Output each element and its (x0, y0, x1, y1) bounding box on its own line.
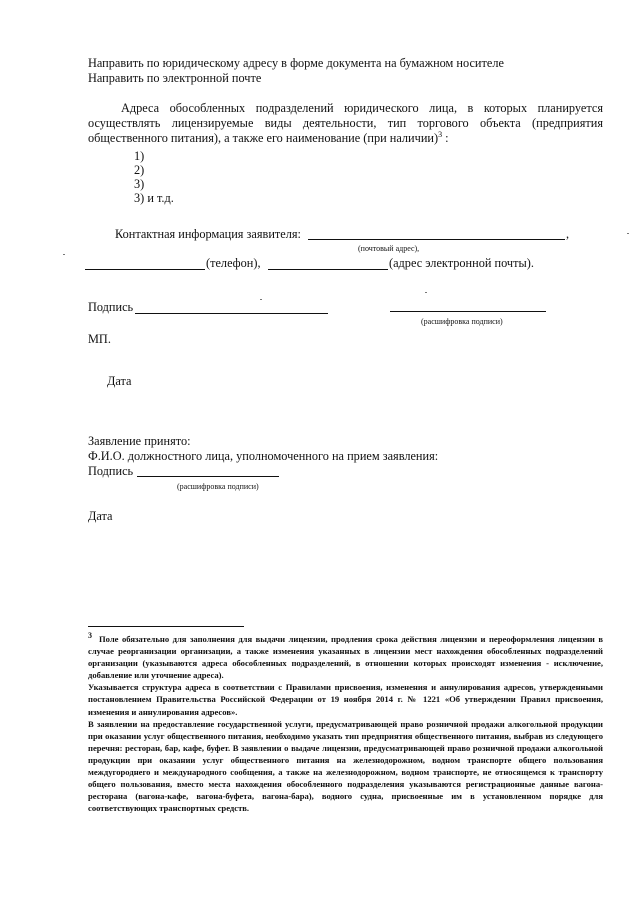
postal-address-caption: (почтовый адрес), (358, 244, 420, 253)
footnote-block (88, 633, 603, 814)
footnote-paragraph-3: В заявлении на предоставление государственной услуги, предусматривающей право розничной продажи алкогольной продукции при оказании услуг общественного питания, необходимо указать тип предприятия общественного питания, выбрав из следующего перечня: ресторан, бар, кафе, буфет. В заявлении о выдаче лицензии, предусматривающей право розничной продажи алкогольной продукции при оказании услуг общественного питания на железнодорожном, водном транспорте общего пользования междугороднего и международного сообщения, а также на железнодорожном, водном транспорте, не относящемся к транспорту общего пользования, вместо места нахождения обособленного подразделения указываются регистрационные данные вагона-ресторана (вагона-кафе, вагона-буфета, вагона-бара), водного судна, присвоенные им в установленном порядке для соответствующих транспортных средств. (88, 718, 603, 814)
postal-address-field[interactable] (308, 239, 565, 240)
signature-decode-caption: (расшифровка подписи) (421, 317, 503, 326)
contact-trailing-comma: , (566, 227, 570, 241)
signature-field[interactable] (135, 313, 328, 314)
branch-item-etc: 3) и т.д. (134, 191, 174, 205)
footnote-reference: 3 (438, 129, 443, 139)
branches-text-line-1: Адреса обособленных подразделений юридического лица, в которых планируется (121, 101, 603, 115)
acceptance-received: Заявление принято: (88, 434, 191, 448)
scan-speck (63, 254, 65, 255)
email-field[interactable] (268, 269, 388, 270)
footnote-paragraph-1 (88, 633, 603, 681)
branches-text-line-2: осуществлять лицензируемые виды деятельности, тип торгового объекта (предприятия (88, 116, 603, 130)
date-label: Дата (107, 374, 132, 388)
acceptance-official: Ф.И.О. должностного лица, уполномоченного на прием заявления: (88, 449, 439, 463)
delivery-option-paper: Направить по юридическому адресу в форме документа на бумажном носителе (88, 56, 504, 70)
contact-label: Контактная информация заявителя: (115, 227, 301, 241)
signature-decode-field[interactable] (390, 311, 546, 312)
stamp-label: МП. (88, 332, 111, 346)
acceptance-sign-label: Подпись (88, 464, 134, 478)
branch-item-2: 2) (134, 163, 145, 177)
branch-item-1: 1) (134, 149, 145, 163)
branch-item-3: 3) (134, 177, 145, 191)
branches-text-line-3-main: общественного питания), а также его наименование (при наличии) (88, 131, 439, 145)
acceptance-signature-field[interactable] (137, 476, 279, 477)
footnote-paragraph-2: Указывается структура адреса в соответствии с Правилами присвоения, изменения и аннулирования адресов, утвержденными постановлением Правительства Российской Федерации от 19 ноября 2014 г. № 1221 «Об утверждении Правил присвоения, изменения и аннулирования адресов». (88, 682, 603, 717)
phone-label: (телефон), (206, 256, 261, 270)
branches-text-line-3 (88, 131, 449, 146)
acceptance-date-label: Дата (88, 509, 113, 523)
email-label: (адрес электронной почты). (389, 256, 534, 270)
scan-speck (627, 233, 629, 234)
footnote-separator (88, 626, 244, 627)
phone-field[interactable] (85, 269, 205, 270)
branches-text-line-3-end: : (442, 131, 449, 145)
footnote-mark: 3 (88, 631, 92, 641)
delivery-option-email: Направить по электронной почте (88, 71, 262, 85)
signature-label: Подпись (88, 300, 134, 314)
footnote-paragraph-1-text: Поле обязательно для заполнения для выдачи лицензии, продления срока действия лицензии и переоформления лицензии в случае реорганизации организации, а также изменения указанных в лицензии мест нахождения обособленных подразделений организации (указываются адреса обособленных подразделений, в отношении которых происходят изменения - исключение, добавление или уточнение адреса). (88, 634, 604, 681)
scan-speck (260, 299, 262, 300)
acceptance-decode-caption: (расшифровка подписи) (177, 482, 259, 491)
scan-speck (425, 292, 427, 293)
